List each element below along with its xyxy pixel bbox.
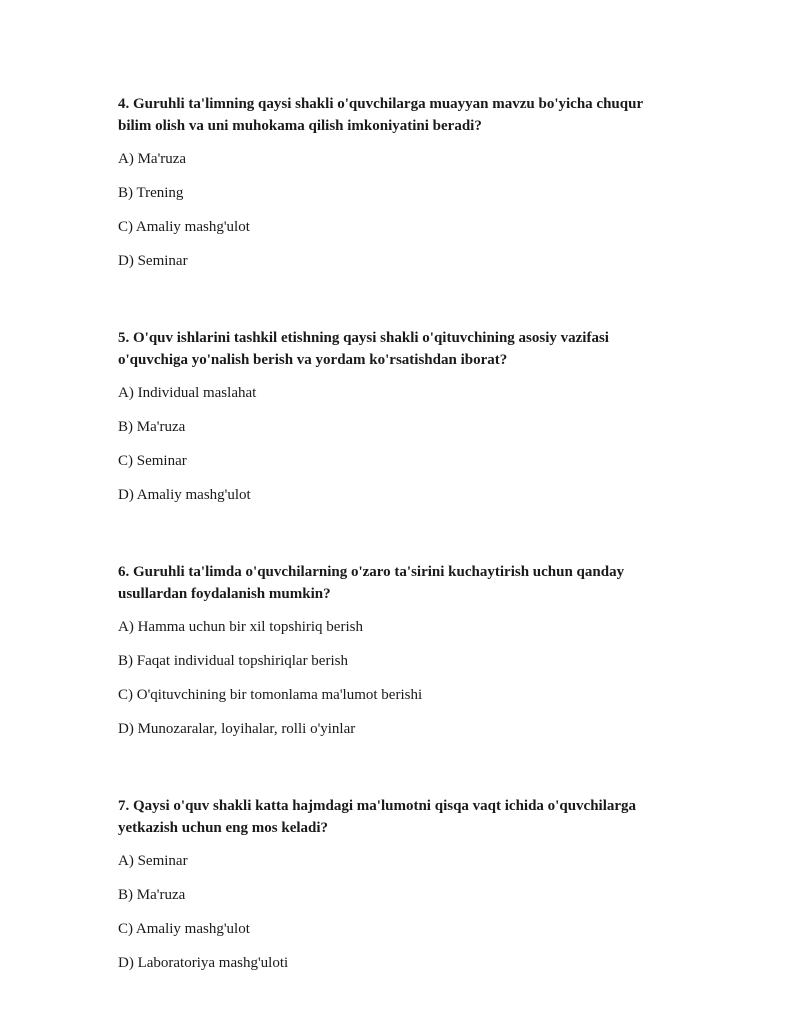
option-d: D) Amaliy mashg'ulot	[118, 487, 251, 503]
question-5	[118, 327, 678, 505]
option-d: D) Munozaralar, loyihalar, rolli o'yinlar	[118, 721, 356, 737]
option-c: C) Seminar	[118, 453, 187, 469]
question-text: 4. Guruhli ta'limning qaysi shakli o'quvchilarga muayyan mavzu bo'yicha chuqur bilim olish va uni muhokama qilish imkoniyatini beradi?	[118, 96, 643, 134]
option-a: A) Seminar	[118, 853, 188, 869]
option-c: C) Amaliy mashg'ulot	[118, 219, 250, 235]
option-b: B) Faqat individual topshiriqlar berish	[118, 653, 348, 669]
option-d: D) Laboratoriya mashg'uloti	[118, 955, 289, 971]
question-6	[118, 561, 678, 739]
question-7	[118, 795, 678, 973]
option-d: D) Seminar	[118, 253, 188, 269]
option-c: C) O'qituvchining bir tomonlama ma'lumot berishi	[118, 687, 423, 703]
question-text: 6. Guruhli ta'limda o'quvchilarning o'zaro ta'sirini kuchaytirish uchun qanday usullardan foydalanish mumkin?	[118, 564, 625, 602]
option-b: B) Trening	[118, 185, 184, 201]
question-text: 7. Qaysi o'quv shakli katta hajmdagi ma'lumotni qisqa vaqt ichida o'quvchilarga yetkazish uchun eng mos keladi?	[118, 798, 637, 836]
option-a: A) Hamma uchun bir xil topshiriq berish	[118, 619, 363, 635]
option-b: B) Ma'ruza	[118, 419, 186, 435]
option-b: B) Ma'ruza	[118, 887, 186, 903]
option-a: A) Individual maslahat	[118, 385, 257, 401]
question-4	[118, 93, 678, 271]
document-page	[118, 93, 678, 1029]
option-a: A) Ma'ruza	[118, 151, 187, 167]
option-c: C) Amaliy mashg'ulot	[118, 921, 250, 937]
question-text: 5. O'quv ishlarini tashkil etishning qaysi shakli o'qituvchining asosiy vazifasi o'quvchiga yo'nalish berish va yordam ko'rsatishdan iborat?	[118, 330, 609, 368]
